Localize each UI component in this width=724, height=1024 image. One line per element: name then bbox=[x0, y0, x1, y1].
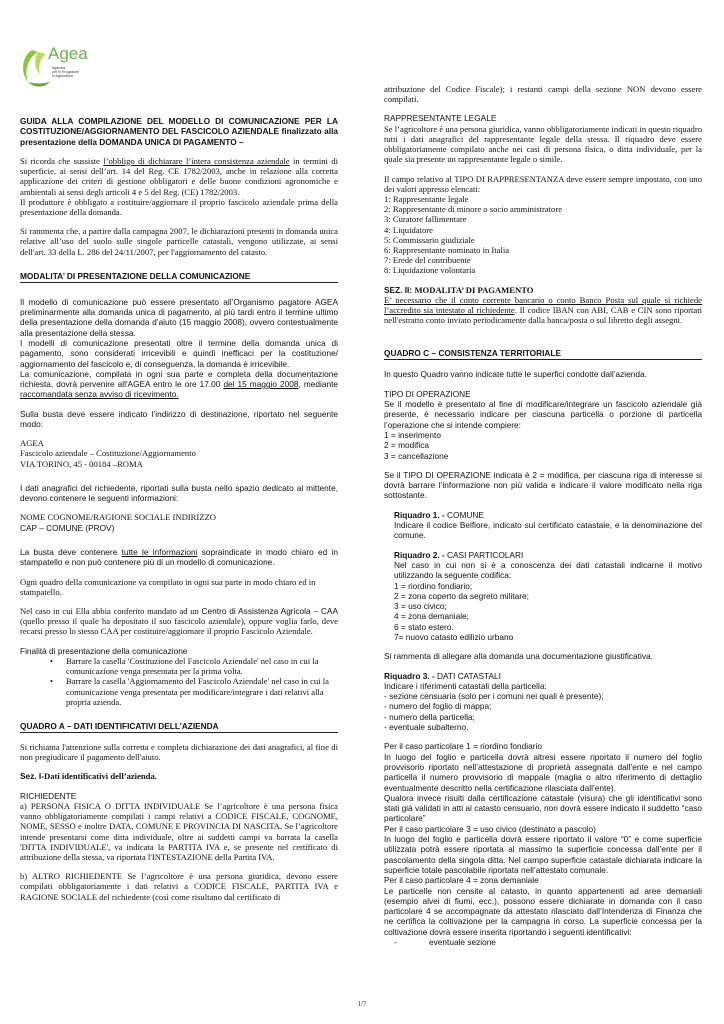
list-item: - eventuale subalterno. bbox=[384, 722, 469, 733]
paragraph-rappresentante: Se l’agricoltore è una persona giuridica, vanno obbligatoriamente indicati in questo riquadro tutti i dati anagrafici del rappresentante legale della stessa. Il riquadro deve essere obbligatoriamente compilato anche nei casi di persona fisica, o ditta individuale, per la quale sia presente un rappresentante legale o simile. bbox=[384, 123, 702, 165]
caso-3-heading: Per il caso particolare 3 = uso civico (destinato a pascolo) bbox=[384, 823, 596, 834]
list-item: 3 = cancellazione bbox=[384, 450, 449, 461]
list-item: - numero della particella; bbox=[384, 711, 475, 722]
address-line-1: AGEA bbox=[20, 438, 44, 449]
mittente-line-2: CAP – COMUNE (PROV) bbox=[20, 522, 115, 533]
section-heading-quadro-a: QUADRO A – DATI IDENTIFICATIVI DELL’AZIENDA bbox=[20, 721, 338, 733]
list-item: 7= nuovo catasto edilizio urbano bbox=[394, 631, 514, 642]
paragraph-obbligo: Il produttore è obbligato a costituire/aggiornare il proprio fascicolo aziendale prima della presentazione della domanda. bbox=[20, 196, 338, 217]
list-item: 3 = uso civico; bbox=[394, 601, 447, 612]
paragraph-anagrafici: Si richiama l'attenzione sulla corretta e completa dichiarazione dei dati anagrafici, al fine di non pregiudicare il pagamento dell'aiuto. bbox=[20, 742, 338, 763]
caso-4-heading: Per il caso particolare 4 = zona demaniale bbox=[384, 875, 539, 886]
logo-sub-1: Agenzia bbox=[52, 66, 65, 70]
paragraph-quadro: Ogni quadro della comunicazione va compilato in ogni sua parte in modo chiaro ed in stampatello. bbox=[20, 576, 316, 597]
caso-3-text: In luogo del foglio e particella dovrà essere riportato il valore “0” e come superficie utilizzata potrà essere riportata al massimo la superficie concessa dall’ente per il pascolamento della singola ditta. Nel campo superficie catastale dichiarata indicare la superficie totale pascolabile riportata nell’attestato comunale. bbox=[384, 834, 702, 875]
list-item: 3: Curatore fallimentare bbox=[384, 214, 467, 225]
paragraph-presentazione: Il modello di comunicazione può essere presentato all’Organismo pagatore AGEA preliminarmente alla domanda unica di pagamento, al più tardi entro il termine ultimo della presentazione della domanda d’aiuto (15 maggio 2008), ovvero contestualmente alla presentazione della stessa. bbox=[20, 296, 338, 338]
riquadro-1-text: Indicare il codice Belfiore, indicato sul certificato catastale, e la denominazione del comune. bbox=[394, 520, 702, 541]
list-item: 2 = zona coperto da segreto militare; bbox=[394, 590, 529, 601]
caso-4-text: Le particelle non censite al catasto, in quanto appartenenti ad aree demaniali (esempio alvei di fiumi, ecc.), possono essere dichiarate in domanda con il caso particolare 4 se accompagnate da attestato rilasciato dall’Intendenza di Finanza che ne certifica la coltivazione per la campagna in corso. La superficie concessa per la coltivazione dovrà essere inserita riportando i seguenti identificativi: bbox=[384, 885, 702, 937]
list-item: 2: Rappresentante di minore o socio amministratore bbox=[384, 204, 563, 215]
address-line-2: Fascicolo aziendale – Costituzione/Aggiornamento bbox=[20, 448, 196, 459]
list-item: 5: Commissario giudiziale bbox=[384, 234, 475, 245]
paragraph-busta: Sulla busta deve essere indicato l’indirizzo di destinazione, riportato nel seguente modo: bbox=[20, 408, 338, 429]
richiedente-heading: RICHIEDENTE bbox=[20, 790, 77, 801]
logo-sub-2: per le Erogazioni bbox=[52, 70, 79, 74]
list-item: 2 = modifica bbox=[384, 440, 429, 451]
paragraph-scadenza: La comunicazione, compilata in ogni sua parte e completa della documentazione richiesta, dovrà pervenire all'AGEA entro le ore 17.00 del 15 maggio 2008, mediante raccomandata senza avviso di ricevimento. bbox=[20, 368, 338, 400]
riquadro-3-heading: Riquadro 3. - DATI CATASTALI bbox=[384, 670, 501, 681]
document-title: GUIDA ALLA COMPILAZIONE DEL MODELLO DI COMUNICAZIONE PER LA COSTITUZIONE/AGGIORNAMENTO DEL FASCICOLO AZIENDALE finalizzato alla presentazione della DOMANDA UNICA DI PAGAMENTO – bbox=[20, 116, 338, 147]
list-item: • Barrare la casella 'Costituzione del Fascicolo Aziendale' nel caso in cui la comunicazione venga presentata per la prima volta. bbox=[66, 656, 338, 676]
tipo-operazione-heading: TIPO DI OPERAZIONE bbox=[384, 388, 471, 399]
logo-sub-3: in Agricoltura bbox=[52, 74, 73, 78]
list-item: 8: Liquidazione volontaria bbox=[384, 265, 476, 276]
sez-2-heading: SEZ. II: MODALITA’ DI PAGAMENTO bbox=[384, 284, 534, 295]
sez-1-heading: Sez. I-Dati identificativi dell’azienda. bbox=[20, 771, 157, 782]
section-heading-quadro-c: QUADRO C – CONSISTENZA TERRITORIALE bbox=[384, 348, 702, 360]
finalita-list bbox=[20, 656, 338, 707]
paragraph-finalita: Finalità di presentazione della comunicazione bbox=[20, 645, 188, 656]
paragraph-pagamento: E’ necessario che il conto corrente bancario o conto Banco Posta sul quale si richiede l’accredito sia intestato al richiedente. Il codice IBAN con ABI, CAB e CIN sono riportati nell'estratto conto inviato periodicamente dalla banca/posta o sul libretto degli assegni. bbox=[384, 294, 702, 326]
rappresentante-heading: RAPPRESENTANTE LEGALE bbox=[384, 113, 497, 124]
agea-logo bbox=[18, 40, 118, 96]
paragraph-altro-richiedente: b) ALTRO RICHIEDENTE Se l’agricoltore è una persona giuridica, devono essere compilati obbligatoriamente i dati relativi a CODICE FISCALE, PARTITA IVA e RAGIONE SOCIALE del richiedente (così come risultano dal certificato di bbox=[20, 871, 338, 902]
list-item: 1 = riordino fondiario; bbox=[394, 580, 473, 591]
riquadro-1 bbox=[384, 510, 702, 643]
list-item: 7: Erede del contribuente bbox=[384, 255, 471, 266]
paragraph-superfici: In questo Quadro vanno indicate tutte le superfici condotte dall’azienda. bbox=[384, 369, 647, 380]
list-item: 1 = inserimento bbox=[384, 429, 441, 440]
mittente-line-1: NOME COGNOME/RAGIONE SOCIALE INDIRIZZO bbox=[20, 512, 216, 523]
logo-name: Agea bbox=[48, 44, 88, 63]
address-line-3: VIA TORINO, 45 - 00184 –ROMA bbox=[20, 458, 143, 469]
riquadro-2-heading: Riquadro 2. - CASI PARTICOLARI bbox=[394, 549, 524, 560]
riquadro-1-heading: Riquadro 1. - COMUNE bbox=[394, 509, 484, 520]
list-item: - numero del foglio di mappa; bbox=[384, 701, 492, 712]
list-item: - sezione censuaria (solo per i comuni nei quali è presente); bbox=[384, 691, 604, 702]
list-item: 4 = zona demaniale; bbox=[394, 611, 469, 622]
riquadro-3-text: Indicare i riferimenti catastali della particella: bbox=[384, 680, 547, 691]
paragraph-tipo-rappresentanza: Il campo relativo al TIPO DI RAPPRESENTANZA deve essere sempre impostato, con uno dei valori appresso elencati: bbox=[384, 173, 702, 194]
paragraph-informazioni: La busta deve contenere tutte le informazioni sopraindicate in modo chiaro ed in stampatello e non può contenere più di un modello di comunicazione. bbox=[20, 546, 338, 568]
paragraph-attribuzione: attribuzione del Codice Fiscale); i restanti campi della sezione NON devono essere compilati. bbox=[384, 84, 702, 105]
paragraph-giustificativa: Si rammenta di allegare alla domanda una documentazione giustificativa. bbox=[384, 651, 653, 662]
paragraph-catasto: Si rammenta che, a partire dalla campagna 2007, le dichiarazioni presenti in domanda unica relative all’uso del suolo sulle singole particelle catastali, vengono utilizzate, ai sensi dell'art. 33 della L. 286 del 24/11/2007, per l'aggiornamento del catasto. bbox=[20, 226, 338, 257]
rappresentanza-list bbox=[384, 194, 702, 276]
riquadro-2-text: Nel caso in cui non si è a conoscenza dei dati catastali indicarne il motivo utilizzando la seguente codifica: bbox=[394, 559, 702, 581]
caso-4-sezione: - eventuale sezione bbox=[394, 937, 496, 947]
list-item: • Barrare la casella 'Aggiornamento del Fascicolo Aziendale' nel caso in cui la comunicazione venga presentata per modificare/integrare i dati relativi alla propria azienda. bbox=[66, 676, 338, 707]
paragraph-consistenza: Si ricorda che sussiste l’obbligo di dichiarare l’intera consistenza aziendale in termini di superficie, ai sensi dell’art. 14 del Reg. CE 1782/2003, anche in relazione alla corretta applicazione dei criteri di gestione obbligatori e delle buone condizioni agronomiche e ambientali ai sensi degli articoli 4 e 5 del Reg. (CE) 1782/2003. bbox=[20, 155, 339, 197]
list-item: 6: Rappresentante nominato in Italia bbox=[384, 244, 510, 255]
right-column bbox=[384, 84, 702, 947]
paragraph-mittente: I dati anagrafici del richiedente, riportati sulla busta nello spazio dedicato al mittente, devono contenere le seguenti informazioni: bbox=[20, 482, 338, 504]
paragraph-caa: Nel caso in cui Ella abbia conferito mandato ad un Centro di Assistenza Agricola – CAA (quello presso il quale ha depositato il suo fascicolo aziendale), oppure voglia farlo, deve recarsi presso lo stesso CAA per costituire/aggiornare il proprio Fascicolo Aziendale. bbox=[20, 605, 338, 637]
caso-1-text: In luogo del foglio e particella dovrà altresì essere riportato il numero del foglio provvisorio riportato nell’attestazione di proprietà assegnata dall’ente e nel campo particella il numero provvisorio di mappale (maglia o altro riferimento di dettaglio eventualmente descritto nella certificazione rilasciata dall’ente). bbox=[384, 751, 702, 793]
section-heading-modalita: MODALITA’ DI PRESENTAZIONE DELLA COMUNICAZIONE bbox=[20, 271, 338, 283]
page-number: 1/7 bbox=[357, 1000, 367, 1008]
paragraph-persona-fisica: a) PERSONA FISICA O DITTA INDIVIDUALE Se l’agricoltore è una persona fisica vanno obbligatoriamente compilati i campi relativi a CODICE FISCALE, COGNOME, NOME, SESSO e inoltre DATA, COMUNE E PROVINCIA DI NASCITA. Se l’agricoltore intende presentarsi come ditta individuale, oltre ai suddetti campi va barrata la casella 'DITTA INDIVIDUALE', va indicata la PARTITA IVA e, se presente nel certificato di attribuzione della stessa, va riportata l'INTESTAZIONE della Partita IVA. bbox=[20, 801, 338, 863]
caso-1-heading: Per il caso particolare 1 = riordino fondiario bbox=[384, 741, 542, 752]
paragraph-tipo-operazione: Se il modello è presentato al fine di modificare/integrare un fascicolo aziendale già presente, è necessario indicare per ciascuna particella o porzione di particella l’operazione che si intende compiere: bbox=[384, 399, 702, 430]
caso-1-note: Qualora invece risulti dalla certificazione catastale (visura) che gli identificativi sono stati già validati in atti al catasto censuario, non dovrà essere indicato il suddetto “caso particolare” bbox=[384, 792, 702, 824]
list-item: 1: Rappresentante legale bbox=[384, 193, 469, 204]
left-column bbox=[20, 116, 338, 902]
list-item: 6 = stato estero. bbox=[394, 621, 454, 632]
paragraph-modifica: Se il TIPO DI OPERAZIONE indicata è 2 = modifica, per ciascuna riga di interesse si dovrà barrare l’informazione non più valida e indicare il valore modificato nella riga sottostante. bbox=[384, 469, 702, 501]
list-item: 4: Liquidatore bbox=[384, 224, 433, 235]
paragraph-irricevibili: I modelli di comunicazione presentati oltre il termine della domanda unica di pagamento, sono considerati irricevibili e quindi inefficaci per la costituzione/ aggiornamento del fascicolo e, di conseguenza, la domanda è irricevibile. bbox=[20, 337, 338, 369]
